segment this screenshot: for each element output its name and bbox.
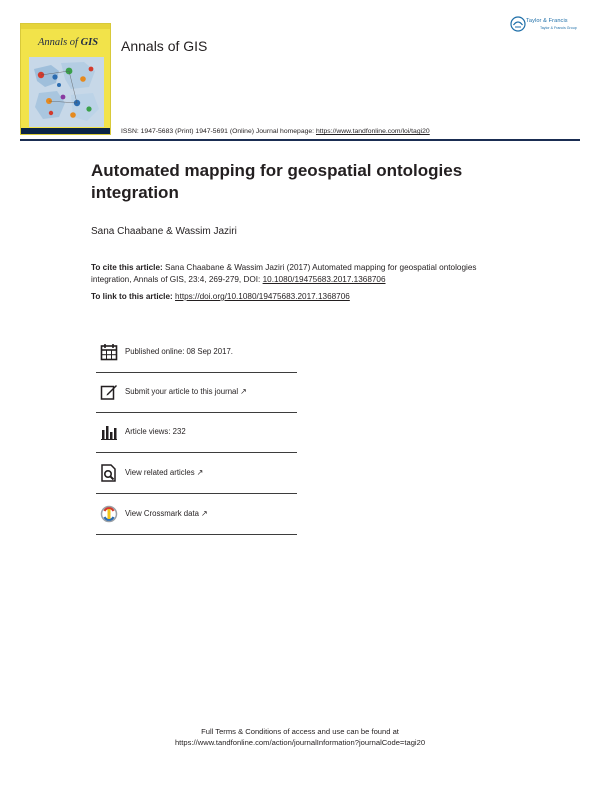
submit-article-label: Submit your article to this journal — [125, 387, 239, 396]
edit-icon — [100, 383, 118, 401]
citation-doi-link[interactable]: 10.1080/19475683.2017.1368706 — [262, 274, 386, 284]
article-doi-link[interactable]: https://doi.org/10.1080/19475683.2017.1368706 — [175, 292, 350, 301]
article-authors: Sana Chaabane & Wassim Jaziri — [91, 226, 237, 237]
crossmark-label: View Crossmark data — [125, 509, 199, 518]
cover-top-band — [21, 24, 110, 29]
published-online-label: Published online: 08 Sep 2017. — [125, 347, 233, 356]
external-link-icon: ↗ — [196, 468, 204, 477]
external-link-icon: ↗ — [240, 387, 247, 396]
calendar-icon — [100, 343, 118, 361]
related-articles-row[interactable] — [96, 454, 297, 494]
article-title: Automated mapping for geospatial ontologies integration — [91, 161, 463, 202]
journal-name: Annals of GIS — [121, 38, 208, 54]
article-link-line — [91, 292, 350, 301]
cover-map-image — [29, 57, 104, 127]
publisher-logo-group: Taylor & Francis Group — [540, 26, 577, 30]
article-views-label: Article views: 232 — [125, 427, 186, 436]
row-divider — [96, 534, 297, 535]
issn-text: ISSN: 1947-5683 (Print) 1947-5691 (Online) Journal homepage: — [121, 128, 316, 135]
terms-footer — [0, 726, 600, 748]
related-articles-icon — [100, 464, 118, 482]
article-link-label: To link to this article: — [91, 292, 176, 301]
published-online-row — [96, 333, 297, 373]
issn-line — [121, 128, 430, 135]
external-link-icon: ↗ — [200, 509, 208, 518]
header-divider — [20, 139, 580, 141]
row-divider — [96, 452, 297, 453]
citation-text: Sana Chaabane & Wassim Jaziri (2017) Automated mapping for geospatial ontologies integration, Annals of GIS, 23:4, 269-279, DOI: — [91, 263, 477, 284]
terms-footer-line1: Full Terms & Conditions of access and use can be found at — [201, 727, 399, 736]
citation-block — [91, 262, 511, 285]
article-views-row — [96, 413, 297, 453]
cover-title-suffix: GIS — [80, 37, 99, 48]
cover-title-prefix: Annals of — [38, 37, 81, 48]
publisher-logo-name: Taylor & Francis — [526, 18, 568, 24]
journal-cover — [20, 23, 111, 135]
crossmark-icon — [100, 505, 118, 523]
related-articles-label: View related articles — [125, 468, 195, 477]
submit-article-row[interactable] — [96, 373, 297, 413]
submit-article-link[interactable] — [125, 387, 247, 396]
crossmark-row[interactable] — [96, 495, 297, 535]
related-articles-link[interactable] — [125, 468, 203, 477]
crossmark-link[interactable] — [125, 509, 208, 518]
bar-chart-icon — [100, 423, 118, 441]
publisher-logo-icon — [510, 16, 526, 32]
cover-title — [38, 37, 98, 48]
cover-bottom-band — [21, 128, 110, 134]
terms-footer-link[interactable]: https://www.tandfonline.com/action/journalInformation?journalCode=tagi20 — [174, 738, 426, 747]
row-divider — [96, 493, 297, 494]
citation-label: To cite this article: — [91, 263, 163, 272]
journal-homepage-link[interactable]: https://www.tandfonline.com/loi/tagi20 — [315, 128, 430, 135]
